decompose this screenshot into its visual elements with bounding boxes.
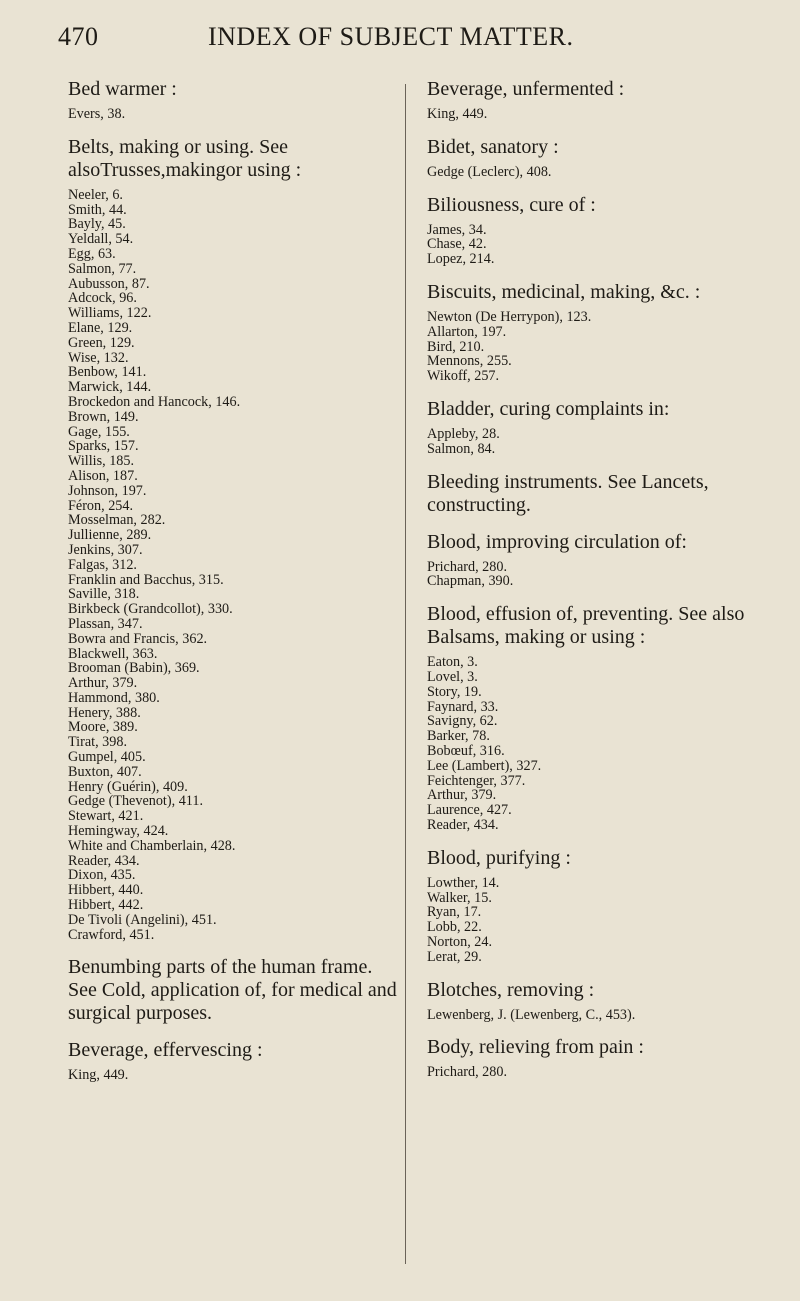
index-entry: White and Chamberlain, 428. bbox=[68, 837, 236, 854]
index-entry: Lobb, 22. bbox=[427, 919, 482, 936]
index-entry: Crawford, 451. bbox=[68, 926, 155, 943]
index-entry: Brockedon and Hancock, 146. bbox=[68, 393, 241, 410]
entry-list bbox=[68, 107, 398, 122]
entry-list bbox=[427, 560, 767, 590]
index-entry: Wise, 132. bbox=[68, 349, 129, 366]
index-entry: Mosselman, 282. bbox=[68, 512, 166, 529]
left-column bbox=[68, 78, 398, 1083]
entry-list bbox=[427, 1008, 767, 1023]
index-entry: Story, 19. bbox=[427, 683, 482, 700]
index-entry: Buxton, 407. bbox=[68, 763, 142, 780]
index-entry: Jullienne, 289. bbox=[68, 527, 152, 544]
index-entry: Lerat, 29. bbox=[427, 948, 482, 965]
index-entry: Saville, 318. bbox=[68, 586, 140, 603]
index-entry: Bowra and Francis, 362. bbox=[68, 630, 208, 647]
entry-list bbox=[427, 107, 767, 122]
index-heading: Biliousness, cure of : bbox=[427, 193, 596, 216]
index-entry: Mennons, 255. bbox=[427, 353, 512, 370]
index-entry: Newton (De Herrypon), 123. bbox=[427, 308, 592, 325]
index-entry: Lee (Lambert), 327. bbox=[427, 757, 542, 774]
index-entry: Dixon, 435. bbox=[68, 867, 136, 884]
index-entry: Chase, 42. bbox=[427, 236, 487, 253]
index-entry: Salmon, 84. bbox=[427, 440, 496, 457]
index-entry: Barker, 78. bbox=[427, 728, 490, 745]
entry-list bbox=[427, 655, 767, 833]
index-entry: Marwick, 144. bbox=[68, 379, 152, 396]
index-entry: Elane, 129. bbox=[68, 319, 133, 336]
index-entry: Norton, 24. bbox=[427, 933, 493, 950]
page-title: INDEX OF SUBJECT MATTER. bbox=[208, 22, 574, 51]
index-entry: Yeldall, 54. bbox=[68, 231, 134, 248]
index-entry: King, 449. bbox=[427, 106, 488, 122]
index-entry: Green, 129. bbox=[68, 334, 135, 351]
index-entry: Egg, 63. bbox=[68, 245, 116, 262]
index-entry: Birkbeck (Grandcollot), 330. bbox=[68, 601, 233, 618]
index-entry: Adcock, 96. bbox=[68, 290, 137, 307]
index-entry: Evers, 38. bbox=[68, 106, 126, 122]
index-heading: Beverage, unfermented : bbox=[427, 78, 625, 100]
index-entry: Tirat, 398. bbox=[68, 734, 127, 751]
index-entry: Hammond, 380. bbox=[68, 689, 160, 706]
index-entry: Hemingway, 424. bbox=[68, 823, 169, 840]
index-entry: Prichard, 280. bbox=[427, 1064, 507, 1081]
index-heading: Belts, making or using. See alsoTrusses,makingor using : bbox=[68, 135, 302, 181]
index-entry: Bayly, 45. bbox=[68, 216, 126, 233]
entry-list bbox=[427, 165, 767, 180]
column-divider bbox=[405, 84, 406, 1264]
index-entry: Féron, 254. bbox=[68, 497, 134, 514]
index-heading: Blood, improving circulation of: bbox=[427, 530, 687, 553]
index-heading: Blood, purifying : bbox=[427, 846, 571, 869]
index-heading: Blood, effusion of, preventing. See also Balsams, making or using : bbox=[427, 603, 745, 649]
index-heading: Blotches, removing : bbox=[427, 978, 595, 1001]
index-entry: Sparks, 157. bbox=[68, 438, 139, 455]
entry-list bbox=[427, 310, 767, 384]
index-entry: Johnson, 197. bbox=[68, 482, 147, 499]
index-heading: Bleeding instruments. See Lancets, constructing. bbox=[427, 470, 709, 516]
index-entry: Benbow, 141. bbox=[68, 364, 147, 381]
index-entry: Lopez, 214. bbox=[427, 251, 495, 268]
index-entry: Aubusson, 87. bbox=[68, 275, 150, 292]
index-entry: Jenkins, 307. bbox=[68, 541, 143, 558]
index-entry: Gage, 155. bbox=[68, 423, 130, 440]
index-heading: Bed warmer : bbox=[68, 78, 177, 100]
entry-list bbox=[68, 188, 398, 943]
index-entry: Stewart, 421. bbox=[68, 808, 144, 825]
index-heading: Body, relieving from pain : bbox=[427, 1036, 644, 1059]
index-entry: Alison, 187. bbox=[68, 467, 138, 484]
index-entry: Gedge (Leclerc), 408. bbox=[427, 163, 552, 180]
entry-list bbox=[427, 1065, 767, 1080]
entry-list bbox=[427, 427, 767, 457]
entry-list bbox=[68, 1068, 398, 1083]
running-head bbox=[58, 22, 740, 56]
index-entry: Smith, 44. bbox=[68, 201, 127, 218]
index-entry: Falgas, 312. bbox=[68, 556, 137, 573]
index-entry: Bobœuf, 316. bbox=[427, 742, 505, 759]
index-entry: Henery, 388. bbox=[68, 704, 141, 721]
index-entry: Allarton, 197. bbox=[427, 323, 507, 340]
index-entry: King, 449. bbox=[68, 1067, 129, 1084]
index-entry: Lowther, 14. bbox=[427, 874, 500, 891]
index-entry: Arthur, 379. bbox=[68, 675, 138, 692]
index-entry: Hibbert, 442. bbox=[68, 897, 144, 914]
index-entry: Eaton, 3. bbox=[427, 654, 478, 671]
index-entry: Savigny, 62. bbox=[427, 713, 498, 730]
index-heading: Biscuits, medicinal, making, &c. : bbox=[427, 280, 701, 303]
index-entry: De Tivoli (Angelini), 451. bbox=[68, 911, 217, 928]
entry-list bbox=[427, 223, 767, 267]
index-entry: Salmon, 77. bbox=[68, 260, 137, 277]
index-heading: Beverage, effervescing : bbox=[68, 1039, 263, 1062]
index-entry: Hibbert, 440. bbox=[68, 882, 144, 899]
index-entry: Brown, 149. bbox=[68, 408, 139, 425]
index-entry: Ryan, 17. bbox=[427, 904, 482, 921]
index-entry: Reader, 434. bbox=[68, 852, 140, 869]
index-entry: Neeler, 6. bbox=[68, 186, 123, 203]
index-entry: Laurence, 427. bbox=[427, 802, 512, 819]
index-entry: Plassan, 347. bbox=[68, 615, 143, 632]
index-entry: Gumpel, 405. bbox=[68, 749, 146, 766]
index-entry: Arthur, 379. bbox=[427, 787, 497, 804]
page-number: 470 bbox=[58, 22, 99, 51]
index-entry: Wikoff, 257. bbox=[427, 368, 500, 385]
index-entry: Brooman (Babin), 369. bbox=[68, 660, 200, 677]
index-heading: Bladder, curing complaints in: bbox=[427, 397, 670, 420]
index-entry: Williams, 122. bbox=[68, 305, 152, 322]
index-heading: Benumbing parts of the human frame. See Cold, application of, for medical and surgical purposes. bbox=[68, 956, 397, 1025]
index-entry: Henry (Guérin), 409. bbox=[68, 778, 188, 795]
index-entry: Lewenberg, J. (Lewenberg, C., 453). bbox=[427, 1006, 636, 1023]
index-entry: Blackwell, 363. bbox=[68, 645, 158, 662]
index-entry: Willis, 185. bbox=[68, 453, 135, 470]
index-entry: Appleby, 28. bbox=[427, 425, 500, 442]
index-entry: Faynard, 33. bbox=[427, 698, 499, 715]
index-heading: Bidet, sanatory : bbox=[427, 135, 559, 158]
index-entry: Feichtenger, 377. bbox=[427, 772, 526, 789]
right-column bbox=[427, 78, 767, 1080]
index-entry: Walker, 15. bbox=[427, 889, 492, 906]
index-entry: Reader, 434. bbox=[427, 816, 499, 833]
index-entry: Chapman, 390. bbox=[427, 573, 514, 590]
index-entry: James, 34. bbox=[427, 221, 487, 238]
index-entry: Gedge (Thevenot), 411. bbox=[68, 793, 203, 810]
index-entry: Moore, 389. bbox=[68, 719, 138, 736]
entry-list bbox=[427, 876, 767, 965]
index-entry: Prichard, 280. bbox=[427, 558, 507, 575]
index-entry: Franklin and Bacchus, 315. bbox=[68, 571, 224, 588]
index-entry: Bird, 210. bbox=[427, 338, 485, 355]
index-entry: Lovel, 3. bbox=[427, 668, 478, 685]
